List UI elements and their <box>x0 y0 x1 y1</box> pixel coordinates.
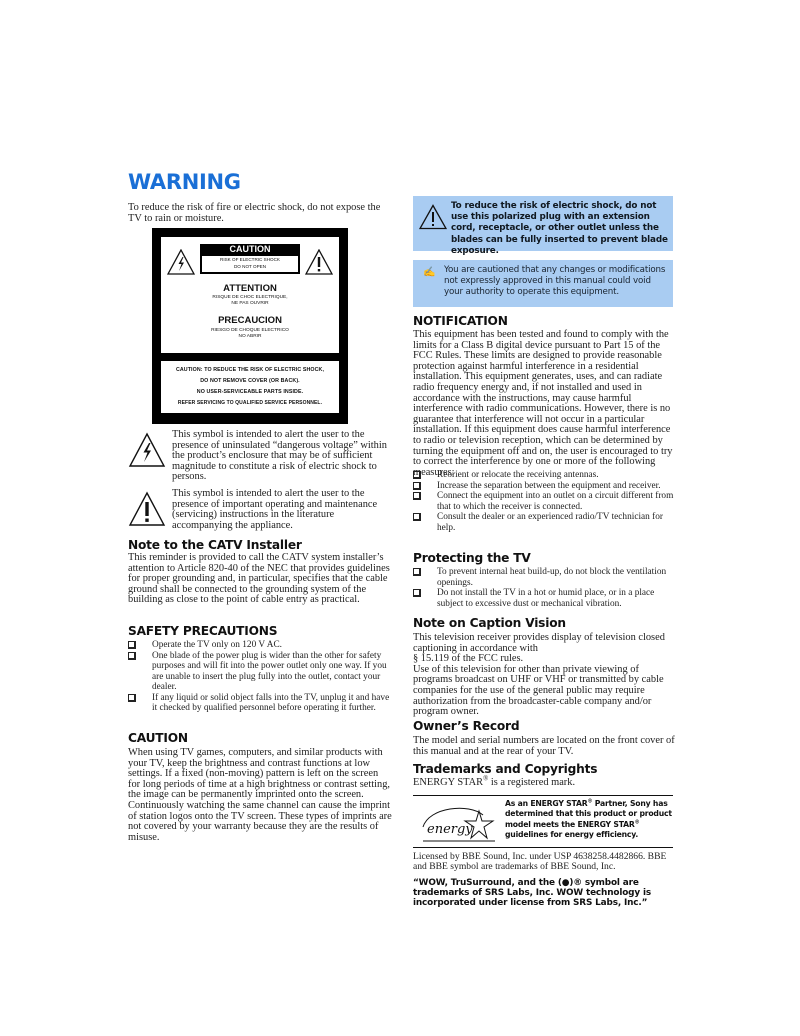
symbol-explanation-maintenance <box>128 489 390 534</box>
checkbox-bullet-icon <box>413 568 421 576</box>
note-hand-icon: ✍ <box>423 267 436 278</box>
attention-sub-line: RISQUE DE CHOC ELECTRIQUE, <box>212 295 288 300</box>
page-title: WARNING <box>128 170 241 194</box>
exclamation-triangle-icon <box>128 491 166 527</box>
list-item: Reorient or relocate the receiving antennas. <box>413 470 675 481</box>
energy-star-box <box>413 795 673 848</box>
srs-trademark-text: “WOW, TruSurround, and the (●)® symbol are trademarks of SRS Labs, Inc. WOW technology is incorporated under license from SRS Labs, Inc.” <box>413 878 651 908</box>
checkbox-bullet-icon <box>413 482 421 490</box>
caption-text-line: This television receiver provides display of television closed captioning in accordance with <box>413 632 665 654</box>
caution-bottom-line: NO USER-SERVICEABLE PARTS INSIDE. <box>196 389 304 395</box>
caution-bottom-line: DO NOT REMOVE COVER (OR BACK). <box>200 378 300 384</box>
caution-sub-line: RISK OF ELECTRIC SHOCK <box>220 257 280 262</box>
electric-shock-warning-box <box>413 196 673 256</box>
trademarks-heading: Trademarks and Copyrights <box>413 762 598 776</box>
precaucion-sub-line: RIESGO DE CHOQUE ELECTRICO <box>211 328 289 333</box>
electric-shock-warning-text: To reduce the risk of electric shock, do not use this polarized plug with an extension cord, receptacle, or other outlet unless the blades can be fully inserted to prevent blade exposure. <box>451 201 668 256</box>
caution-sub-line: DO NOT OPEN <box>233 263 267 269</box>
lightning-triangle-icon <box>128 432 166 468</box>
safety-list <box>128 640 390 714</box>
caption-text-line: Use of this television for other than private viewing of programs broadcast on UHF or VHF or transmitted by cable companies for the use of the general public may require authorization from the broadcaster-cable company and/or program owner. <box>413 663 664 718</box>
list-item: One blade of the power plug is wider than the other for safety purposes and will fit into the power outlet only one way. If you are unable to insert the plug fully into the outlet, contact your dealer. <box>128 651 390 693</box>
checkbox-bullet-icon <box>128 641 136 649</box>
catv-body: This reminder is provided to call the CATV system installer’s attention to Article 820-40 of the NEC that provides guidelines for proper grounding and, in particular, specifies that the cable ground shall be connected to the grounding system of the building as close to the point of cable entry as practical. <box>128 552 390 606</box>
protecting-heading: Protecting the TV <box>413 551 531 565</box>
list-item: Consult the dealer or an experienced radio/TV technician for help. <box>413 512 675 533</box>
checkbox-bullet-icon <box>128 694 136 702</box>
caption-text-line: § 15.119 of the FCC rules. <box>413 653 524 665</box>
svg-text:energy: energy <box>427 822 473 837</box>
safety-heading: SAFETY PRECAUTIONS <box>128 624 278 638</box>
caution-label-panel <box>152 228 348 424</box>
notification-body: This equipment has been tested and found to comply with the limits for a Class B digital device pursuant to Part 15 of the FCC Rules. These limits are designed to provide reasonable protection against harmful interference in a residential installation. This equipment generates, uses, and can radiate radio frequency energy and, if not installed and used in accordance with the instructions, may cause harmful interference with radio communications. However, there is no guarantee that interference will not occur in a particular installation. If this equipment does cause harmful interference to radio or television reception, which can be determined by turning the equipment off and on, the user is encouraged to try to correct the interference by one or more of the following measures: <box>413 329 673 478</box>
energy-star-partner-text: As an ENERGY STAR® Partner, Sony has determined that this product or product model meets the ENERGY STAR® guidelines for energy efficiency. <box>505 798 672 840</box>
caution-subtext <box>202 256 298 272</box>
list-item: Connect the equipment into an outlet on a circuit different from that to which the receiver is connected. <box>413 491 675 512</box>
list-item: Operate the TV only on 120 V AC. <box>128 640 390 651</box>
checkbox-bullet-icon <box>413 589 421 597</box>
bbe-license-text: Licensed by BBE Sound, Inc. under USP 4638258.4482866. BBE and BBE symbol are trademarks of BBE Sound, Inc. <box>413 851 667 873</box>
notification-measures-list <box>413 470 675 533</box>
caution-bottom-line: CAUTION: TO REDUCE THE RISK OF ELECTRIC SHOCK, <box>175 367 325 373</box>
owners-record-body: The model and serial numbers are located on the front cover of this manual and at the rear of your TV. <box>413 735 675 757</box>
caption-vision-heading: Note on Caption Vision <box>413 616 566 630</box>
catv-heading: Note to the CATV Installer <box>128 538 302 552</box>
attention-heading: ATTENTION <box>223 283 277 294</box>
caution-bottom-line: REFER SERVICING TO QUALIFIED SERVICE PERSONNEL. <box>177 400 323 406</box>
protecting-list <box>413 567 675 609</box>
precaucion-heading: PRECAUCION <box>218 315 282 326</box>
list-item: To prevent internal heat build-up, do not block the ventilation openings. <box>413 567 675 588</box>
notification-heading: NOTIFICATION <box>413 314 508 328</box>
caution-label-top <box>161 237 339 353</box>
exclamation-triangle-icon <box>305 249 333 275</box>
caution-heading: CAUTION <box>229 244 271 254</box>
checkbox-bullet-icon <box>413 513 421 521</box>
caution-label-bottom <box>161 361 339 413</box>
checkbox-bullet-icon <box>128 652 136 660</box>
modification-caution-text: You are cautioned that any changes or modifications not expressly approved in this manual could void your authority to operate this equipment. <box>444 265 666 298</box>
checkbox-bullet-icon <box>413 471 421 479</box>
warning-intro-text: To reduce the risk of fire or electric shock, do not expose the TV to rain or moisture. <box>128 202 381 224</box>
caution-heading: CAUTION <box>128 731 188 745</box>
energy-star-logo-icon <box>419 801 499 843</box>
energy-star-registered-text: ENERGY STAR® is a registered mark. <box>413 775 576 788</box>
symbol-explanation-text: This symbol is intended to alert the user to the presence of uninsulated “dangerous voltage” within the product’s enclosure that may be of sufficient magnitude to constitute a risk of electric shock to persons. <box>172 429 387 483</box>
precaucion-sub-line: NO ABRIR <box>238 334 262 339</box>
symbol-explanation-text: This symbol is intended to alert the user to the presence of important operating and maintenance (servicing) instructions in the literature accompanying the appliance. <box>172 488 378 531</box>
symbol-explanation-voltage <box>128 430 390 485</box>
attention-sub-line: NE PAS OUVRIR <box>231 301 269 306</box>
caution-black-label <box>200 244 300 274</box>
exclamation-triangle-icon <box>419 204 447 230</box>
caution-body: When using TV games, computers, and similar products with your TV, keep the brightness and contrast functions at low settings. If a fixed (non-moving) pattern is left on the screen for long periods of time at a high brightness or contrast setting, the image can be permanently imprinted onto the screen. Continuously watching the same channel can cause the imprint of station logos onto the TV screen. These types of imprints are not covered by your warranty because they are the results of misuse. <box>128 747 392 843</box>
list-item: If any liquid or solid object falls into the TV, unplug it and have it checked by qualified personnel before operating it further. <box>128 693 390 714</box>
owners-record-heading: Owner’s Record <box>413 719 520 733</box>
checkbox-bullet-icon <box>413 492 421 500</box>
lightning-triangle-icon <box>167 249 195 275</box>
modification-caution-box <box>413 260 673 307</box>
list-item: Do not install the TV in a hot or humid place, or in a place subject to excessive dust or mechanical vibration. <box>413 588 675 609</box>
caption-vision-body <box>413 633 675 718</box>
list-item: Increase the separation between the equipment and receiver. <box>413 481 675 492</box>
